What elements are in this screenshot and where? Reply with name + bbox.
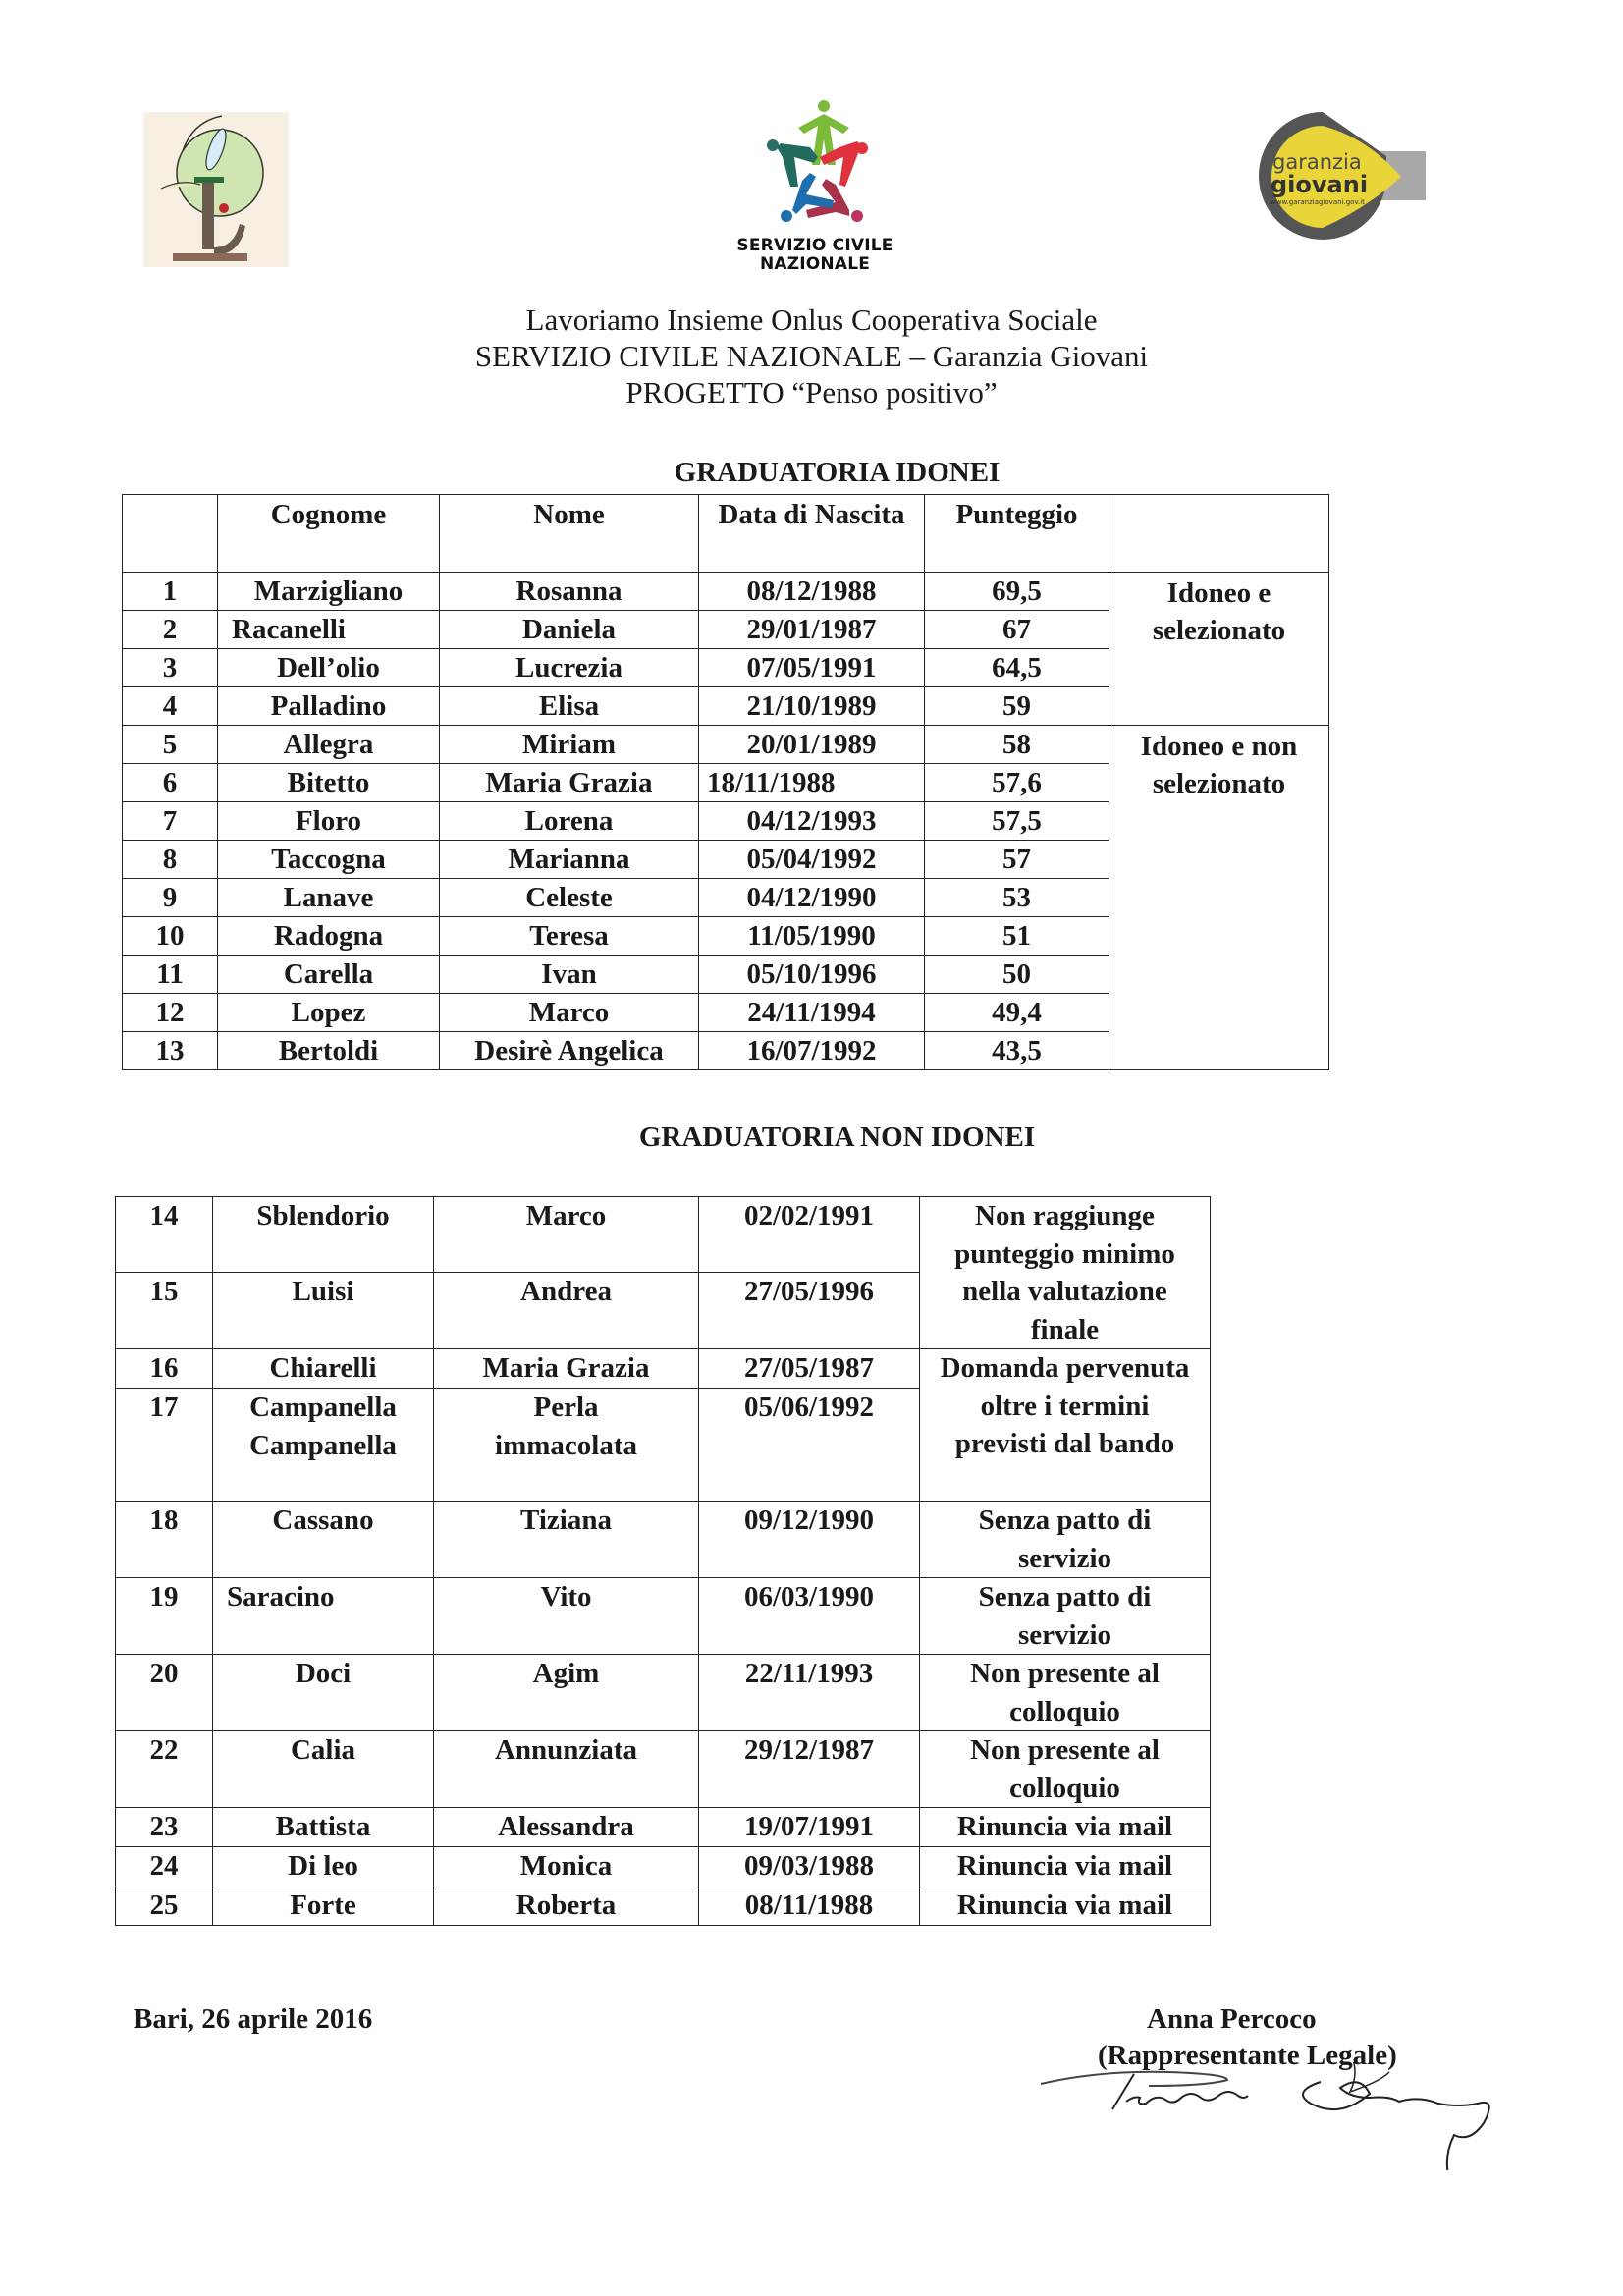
data-nascita-cell: 24/11/1994 <box>699 994 925 1032</box>
data-nascita-cell: 08/11/1988 <box>699 1886 920 1926</box>
data-nascita-cell: 05/10/1996 <box>699 956 925 994</box>
nome-cell: Desirè Angelica <box>440 1032 699 1070</box>
punteggio-cell: 67 <box>925 611 1109 649</box>
nome-cell: Elisa <box>440 687 699 726</box>
cognome-cell: Campanella Campanella <box>213 1389 434 1502</box>
place-and-date: Bari, 26 aprile 2016 <box>134 2003 373 2035</box>
cognome-cell: Dell’olio <box>218 649 440 687</box>
cognome-cell: Floro <box>218 802 440 841</box>
exclusion-reason-cell: Non presente al colloquio <box>920 1655 1211 1731</box>
nome-cell: Marco <box>434 1197 699 1273</box>
data-nascita-cell: 07/05/1991 <box>699 649 925 687</box>
nome-cell: Rosanna <box>440 573 699 611</box>
punteggio-cell: 51 <box>925 917 1109 956</box>
lavoriamo-insieme-logo <box>143 112 289 267</box>
col-header-cognome: Cognome <box>218 495 440 573</box>
data-nascita-cell: 22/11/1993 <box>699 1655 920 1731</box>
punteggio-cell: 64,5 <box>925 649 1109 687</box>
nome-cell: Celeste <box>440 879 699 917</box>
cognome-cell: Cassano <box>213 1502 434 1578</box>
handwritten-signature <box>1036 2062 1527 2170</box>
punteggio-cell: 43,5 <box>925 1032 1109 1070</box>
col-header-nome: Nome <box>440 495 699 573</box>
data-nascita-cell: 09/12/1990 <box>699 1502 920 1578</box>
non-idonei-table-row <box>116 1886 1211 1926</box>
cognome-cell: Di leo <box>213 1847 434 1886</box>
cognome-cell: Lopez <box>218 994 440 1032</box>
cognome-cell: Forte <box>213 1886 434 1926</box>
idonei-table <box>122 494 1329 1070</box>
row-number: 15 <box>116 1273 213 1349</box>
data-nascita-cell: 27/05/1987 <box>699 1349 920 1389</box>
nome-cell: Perla immacolata <box>434 1389 699 1502</box>
data-nascita-cell: 05/06/1992 <box>699 1389 920 1502</box>
exclusion-reason-cell: Non raggiunge punteggio minimo nella valutazione finale <box>920 1197 1211 1349</box>
row-number: 13 <box>123 1032 218 1070</box>
row-number: 6 <box>123 764 218 802</box>
selection-status-cell: Idoneo e non selezionato <box>1109 726 1329 1070</box>
row-number: 2 <box>123 611 218 649</box>
exclusion-reason-cell: Rinuncia via mail <box>920 1886 1211 1926</box>
organization-name: Lavoriamo Insieme Onlus Cooperativa Sociale <box>525 302 1098 337</box>
cognome-cell: Lanave <box>218 879 440 917</box>
col-header-data-nascita: Data di Nascita <box>699 495 925 573</box>
cognome-cell: Battista <box>213 1808 434 1847</box>
cognome-cell: Marzigliano <box>218 573 440 611</box>
nome-cell: Tiziana <box>434 1502 699 1578</box>
data-nascita-cell: 19/07/1991 <box>699 1808 920 1847</box>
row-number: 7 <box>123 802 218 841</box>
punteggio-cell: 69,5 <box>925 573 1109 611</box>
idonei-header-row <box>123 495 1329 573</box>
exclusion-reason-cell: Senza patto di servizio <box>920 1502 1211 1578</box>
row-number: 3 <box>123 649 218 687</box>
row-number: 22 <box>116 1731 213 1808</box>
row-number: 12 <box>123 994 218 1032</box>
row-number: 9 <box>123 879 218 917</box>
garanzia-text: garanzia <box>1272 150 1362 174</box>
data-nascita-cell: 21/10/1989 <box>699 687 925 726</box>
non-idonei-table-row <box>116 1502 1211 1578</box>
cognome-cell: Calia <box>213 1731 434 1808</box>
nome-cell: Marianna <box>440 841 699 879</box>
cognome-cell: Allegra <box>218 726 440 764</box>
row-number: 11 <box>123 956 218 994</box>
data-nascita-cell: 11/05/1990 <box>699 917 925 956</box>
cognome-cell: Carella <box>218 956 440 994</box>
punteggio-cell: 49,4 <box>925 994 1109 1032</box>
signature-icon <box>1036 2062 1527 2170</box>
cognome-cell: Bertoldi <box>218 1032 440 1070</box>
nome-cell: Andrea <box>434 1273 699 1349</box>
nome-cell: Ivan <box>440 956 699 994</box>
data-nascita-cell: 16/07/1992 <box>699 1032 925 1070</box>
idonei-title: GRADUATORIA IDONEI <box>674 457 1001 488</box>
idonei-table-row <box>123 573 1329 611</box>
project-name: PROGETTO “Penso positivo” <box>625 375 998 410</box>
nome-cell: Daniela <box>440 611 699 649</box>
exclusion-reason-cell: Senza patto di servizio <box>920 1578 1211 1655</box>
row-number: 4 <box>123 687 218 726</box>
punteggio-cell: 57,6 <box>925 764 1109 802</box>
cognome-cell: Saracino <box>213 1578 434 1655</box>
program-name: SERVIZIO CIVILE NAZIONALE – Garanzia Giovani <box>474 339 1149 373</box>
selection-status-cell: Idoneo e selezionato <box>1109 573 1329 726</box>
non-idonei-table-row <box>116 1349 1211 1389</box>
punteggio-cell: 59 <box>925 687 1109 726</box>
non-idonei-table-row <box>116 1808 1211 1847</box>
row-number: 23 <box>116 1808 213 1847</box>
cognome-cell: Palladino <box>218 687 440 726</box>
non-idonei-table-row <box>116 1847 1211 1886</box>
data-nascita-cell: 08/12/1988 <box>699 573 925 611</box>
nome-cell: Agim <box>434 1655 699 1731</box>
nome-cell: Vito <box>434 1578 699 1655</box>
row-number: 17 <box>116 1389 213 1502</box>
data-nascita-cell: 18/11/1988 <box>699 764 925 802</box>
data-nascita-cell: 09/03/1988 <box>699 1847 920 1886</box>
cognome-cell: Doci <box>213 1655 434 1731</box>
nome-cell: Monica <box>434 1847 699 1886</box>
star-people-icon <box>722 94 908 232</box>
row-number: 20 <box>116 1655 213 1731</box>
cognome-cell: Luisi <box>213 1273 434 1349</box>
row-number: 19 <box>116 1578 213 1655</box>
cognome-cell: Racanelli <box>218 611 440 649</box>
cognome-cell: Chiarelli <box>213 1349 434 1389</box>
cognome-cell: Sblendorio <box>213 1197 434 1273</box>
nome-cell: Lorena <box>440 802 699 841</box>
row-number: 16 <box>116 1349 213 1389</box>
data-nascita-cell: 05/04/1992 <box>699 841 925 879</box>
punteggio-cell: 57 <box>925 841 1109 879</box>
exclusion-reason-cell: Rinuncia via mail <box>920 1808 1211 1847</box>
cognome-cell: Bitetto <box>218 764 440 802</box>
punteggio-cell: 57,5 <box>925 802 1109 841</box>
nome-cell: Maria Grazia <box>440 764 699 802</box>
exclusion-reason-cell: Non presente al colloquio <box>920 1731 1211 1808</box>
punteggio-cell: 53 <box>925 879 1109 917</box>
non-idonei-table-row <box>116 1731 1211 1808</box>
row-number: 18 <box>116 1502 213 1578</box>
idonei-table-row <box>123 726 1329 764</box>
data-nascita-cell: 20/01/1989 <box>699 726 925 764</box>
row-number: 10 <box>123 917 218 956</box>
nome-cell: Miriam <box>440 726 699 764</box>
row-number: 5 <box>123 726 218 764</box>
col-header-punteggio: Punteggio <box>925 495 1109 573</box>
data-nascita-cell: 02/02/1991 <box>699 1197 920 1273</box>
exclusion-reason-cell: Domanda pervenuta oltre i termini previsti dal bando <box>920 1349 1211 1502</box>
giovani-text: giovani <box>1271 171 1369 198</box>
row-number: 25 <box>116 1886 213 1926</box>
col-header-number <box>123 495 218 573</box>
cognome-cell: Taccogna <box>218 841 440 879</box>
punteggio-cell: 58 <box>925 726 1109 764</box>
scn-line-1: SERVIZIO CIVILE <box>736 236 893 255</box>
nome-cell: Roberta <box>434 1886 699 1926</box>
exclusion-reason-cell: Rinuncia via mail <box>920 1847 1211 1886</box>
row-number: 1 <box>123 573 218 611</box>
garanzia-url: www.garanziagiovani.gov.it <box>1271 198 1365 206</box>
signer-role: (Rappresentante Legale) <box>1098 2040 1397 2071</box>
row-number: 14 <box>116 1197 213 1273</box>
nome-cell: Teresa <box>440 917 699 956</box>
nome-cell: Alessandra <box>434 1808 699 1847</box>
row-number: 24 <box>116 1847 213 1886</box>
non-idonei-table-row <box>116 1578 1211 1655</box>
nome-cell: Lucrezia <box>440 649 699 687</box>
punteggio-cell: 50 <box>925 956 1109 994</box>
nome-cell: Marco <box>440 994 699 1032</box>
non-idonei-title: GRADUATORIA NON IDONEI <box>638 1121 1036 1153</box>
non-idonei-table-row <box>116 1197 1211 1273</box>
servizio-civile-logo <box>722 94 908 274</box>
data-nascita-cell: 29/12/1987 <box>699 1731 920 1808</box>
nome-cell: Maria Grazia <box>434 1349 699 1389</box>
nome-cell: Annunziata <box>434 1731 699 1808</box>
data-nascita-cell: 06/03/1990 <box>699 1578 920 1655</box>
scn-line-2: NAZIONALE <box>759 254 871 274</box>
non-idonei-table <box>115 1196 1211 1926</box>
garanzia-giovani-logo <box>1239 102 1435 249</box>
cognome-cell: Radogna <box>218 917 440 956</box>
non-idonei-table-row <box>116 1655 1211 1731</box>
data-nascita-cell: 27/05/1996 <box>699 1273 920 1349</box>
data-nascita-cell: 04/12/1993 <box>699 802 925 841</box>
col-header-status <box>1109 495 1329 573</box>
data-nascita-cell: 29/01/1987 <box>699 611 925 649</box>
data-nascita-cell: 04/12/1990 <box>699 879 925 917</box>
row-number: 8 <box>123 841 218 879</box>
signer-name: Anna Percoco <box>1147 2003 1317 2035</box>
